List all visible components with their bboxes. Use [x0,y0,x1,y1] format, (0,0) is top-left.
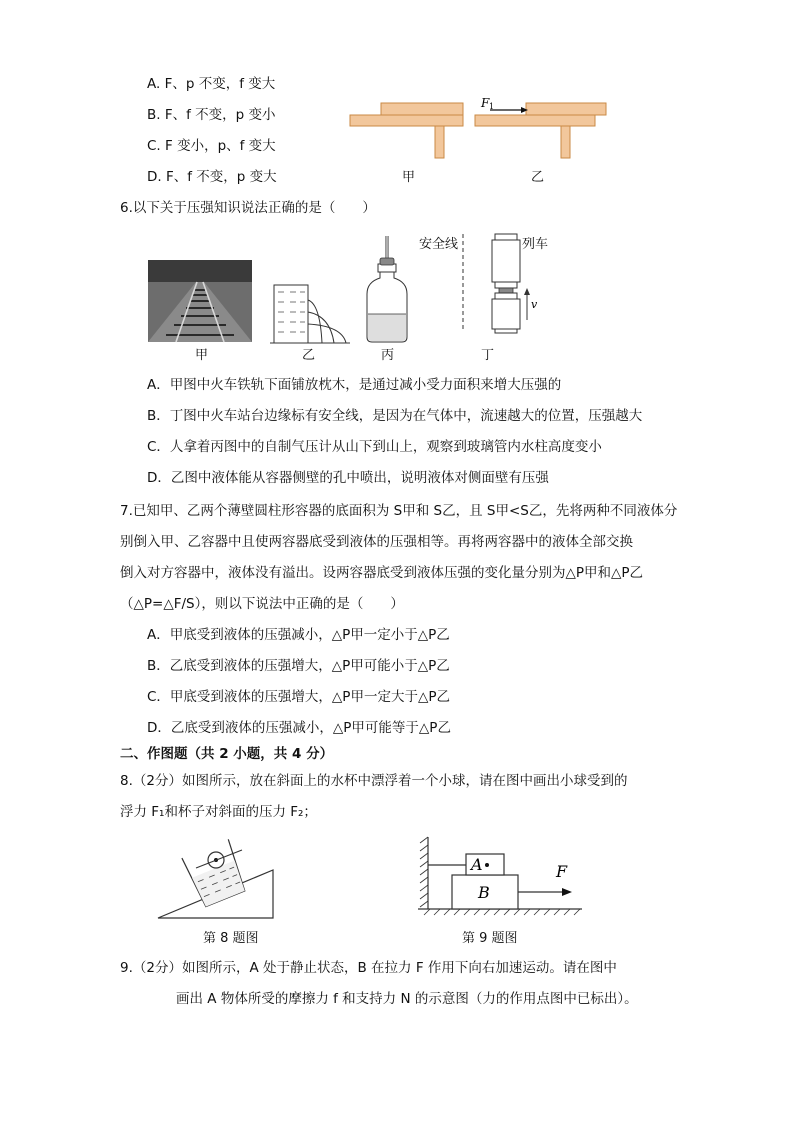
q5-fig-label-jia: 甲 [402,170,416,185]
q5-yi-table-leg [561,126,570,158]
q6-fig-ding-platform [455,232,575,344]
q8-line-2: 浮力 F₁和杯子对斜面的压力 F₂； [120,804,317,820]
q5-fig-label-yi: 乙 [531,170,545,185]
q7-stem-line-4: （△P=△F/S），则以下说法中正确的是（ ） [120,596,404,612]
q5-jia-board [381,103,463,115]
section-heading: 二、作图题（共 2 小题，共 4 分） [120,746,334,762]
q8-caption: 第 8 题图 [203,931,259,946]
q9-caption: 第 9 题图 [462,931,518,946]
q7-option-d: D．乙底受到液体的压强减小，△P甲可能等于△P乙 [147,720,451,736]
q6-fig-label-jia: 甲 [195,348,209,363]
q6-stem: 6.以下关于压强知识说法正确的是（ ） [120,200,376,216]
q5-option-c: C. F 变小，p、f 变大 [147,138,276,154]
q7-option-a: A．甲底受到液体的压强减小，△P甲一定小于△P乙 [147,627,450,643]
q6-velocity-label: v [531,298,538,311]
q6-option-d: D．乙图中液体能从容器侧壁的孔中喷出，说明液体对侧面壁有压强 [147,470,549,486]
q6-option-c: C．人拿着丙图中的自制气压计从山下到山上，观察到玻璃管内水柱高度变小 [147,439,602,455]
q5-jia-table-top [350,115,463,126]
q9-line-2: 画出 A 物体所受的摩擦力 f 和支持力 N 的示意图（力的作用点图中已标出）。 [176,991,638,1007]
q6-fig-bing-barometer [362,234,412,346]
q7-option-c: C．甲底受到液体的压强增大，△P甲一定大于△P乙 [147,689,450,705]
q6-option-a: A．甲图中火车铁轨下面铺放枕木，是通过减小受力面积来增大压强的 [147,377,562,393]
q5-force-sub: 1 [489,102,495,111]
q5-option-a: A. F、p 不变，f 变大 [147,76,276,92]
q9-label-f: F [556,862,568,881]
q5-yi-table-top [475,115,595,126]
q5-jia-table-leg [435,126,444,158]
q7-stem-line-2: 别倒入甲、乙容器中且使两容器底受到液体的压强相等。再将两容器中的液体全部交换 [120,534,633,550]
q6-option-b: B．丁图中火车站台边缘标有安全线，是因为在气体中，流速越大的位置，压强越大 [147,408,643,424]
q6-fig-label-ding: 丁 [481,348,495,363]
q5-figure [345,95,645,185]
q9-line-1: 9.（2分）如图所示，A 处于静止状态，B 在拉力 F 作用下向右加速运动。请在图中 [120,960,617,976]
q6-fig-label-bing: 丙 [381,348,395,363]
q6-fig-jia-railway-photo [148,260,252,342]
q9-label-a: A [471,855,483,874]
q7-stem-line-3: 倒入对方容器中，液体没有溢出。设两容器底受到液体压强的变化量分别为△P甲和△P乙 [120,565,644,581]
q5-force-label: F [481,96,490,110]
q8-line-1: 8.（2分）如图所示，放在斜面上的水杯中漂浮着一个小球，请在图中画出小球受到的 [120,773,628,789]
q8-figure-incline-cup [156,838,286,920]
q6-fig-yi-container [270,280,350,350]
q6-fig-label-yi: 乙 [302,348,316,363]
q5-option-d: D. F、f 不变，p 变大 [147,169,277,185]
q5-option-b: B. F、f 不变，p 变小 [147,107,276,123]
q9-figure-blocks [416,835,586,915]
q7-option-b: B．乙底受到液体的压强增大，△P甲可能小于△P乙 [147,658,450,674]
q5-yi-board [526,103,606,115]
q7-stem-line-1: 7.已知甲、乙两个薄壁圆柱形容器的底面积为 S甲和 S乙，且 S甲<S乙，先将两种不同液体分 [120,503,678,519]
q6-train-label: 列车 [522,237,549,252]
q9-label-b: B [478,883,490,902]
q6-safety-line-label: 安全线 [419,237,459,252]
